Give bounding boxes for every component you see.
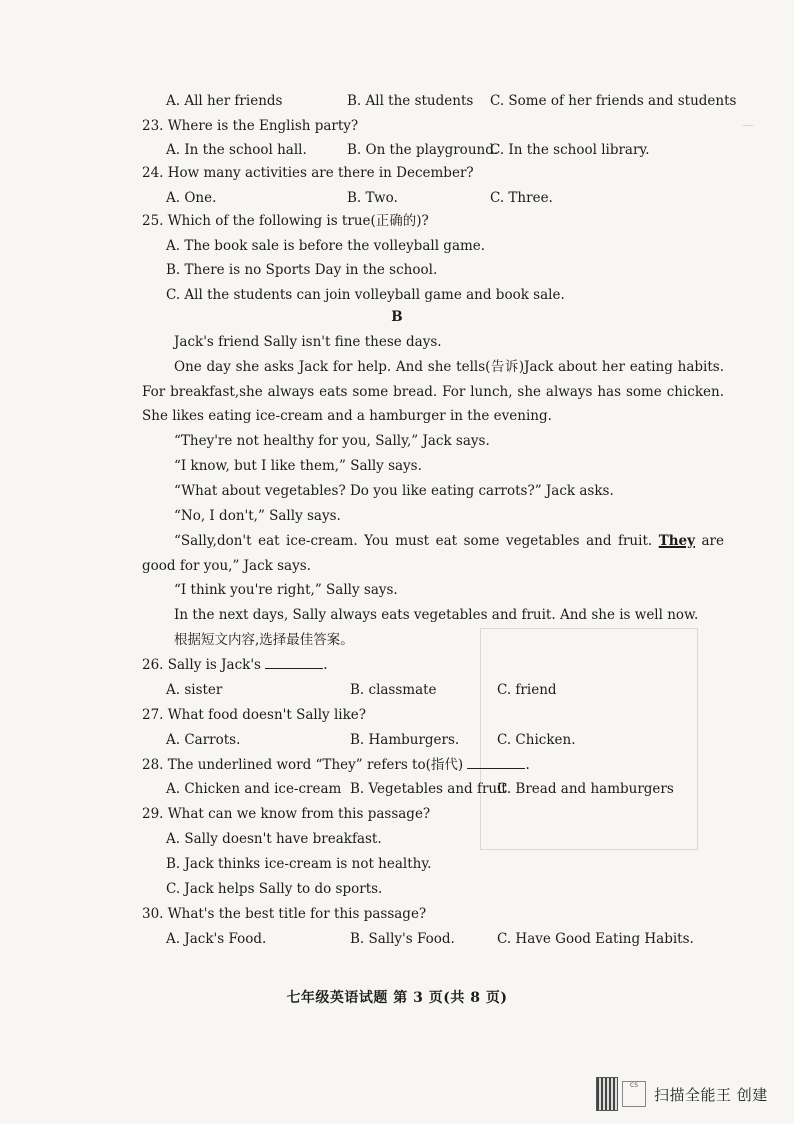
q29-option-a: A. Sally doesn't have breakfast. <box>166 831 382 847</box>
passage-text: “Sally,don't eat ice-cream. You must eat some vegetables and fruit. <box>174 533 659 549</box>
bleed-through-text: — <box>742 118 754 132</box>
instruction: 根据短文内容,选择最佳答案。 <box>174 632 354 648</box>
q30-option-a: A. Jack's Food. <box>166 931 267 947</box>
q28-stem: 28. The underlined word “They” refers to(指代) <box>142 757 464 773</box>
q26-option-a: A. sister <box>166 682 223 698</box>
passage-paragraph: “I think you're right,” Sally says. <box>174 582 398 598</box>
q30-option-b: B. Sally's Food. <box>350 931 455 947</box>
q25-option-a: A. The book sale is before the volleyball game. <box>166 238 486 254</box>
answer-blank <box>467 756 525 769</box>
passage-paragraph: In the next days, Sally always eats vegetables and fruit. And she is well now. <box>174 607 699 623</box>
q28-option-b: B. Vegetables and fruit <box>350 781 507 797</box>
scanner-watermark <box>596 1076 768 1112</box>
passage-paragraph: One day she asks Jack for help. And she tells(告诉)Jack about her eating habits. For breakfast,she always eats some bread. For lunch, she always has some chicken. She likes eating ice-cream and a hamburger in the evening. <box>142 359 724 425</box>
q24-option-b: B. Two. <box>347 190 398 206</box>
q30-option-c: C. Have Good Eating Habits. <box>497 931 694 947</box>
q22-option-b: B. All the students <box>347 93 474 109</box>
q27-option-b: B. Hamburgers. <box>350 732 460 748</box>
q28-stem-line: 28. The underlined word “They” refers to(指代) . <box>142 757 530 773</box>
q25-option-b: B. There is no Sports Day in the school. <box>166 262 438 278</box>
q29-stem: 29. What can we know from this passage? <box>142 806 431 822</box>
q30-stem: 30. What's the best title for this passage? <box>142 906 427 922</box>
q25-option-c: C. All the students can join volleyball game and book sale. <box>166 287 565 303</box>
scanner-label: 扫描全能王 创建 <box>654 1085 768 1104</box>
q23-option-a: A. In the school hall. <box>166 142 307 158</box>
q24-stem: 24. How many activities are there in December? <box>142 165 474 181</box>
q22-option-a: A. All her friends <box>166 93 283 109</box>
scanner-logo-icon: CS <box>622 1081 646 1107</box>
q27-option-c: C. Chicken. <box>497 732 576 748</box>
q27-stem: 27. What food doesn't Sally like? <box>142 707 366 723</box>
q25-stem: 25. Which of the following is true(正确的)? <box>142 213 429 229</box>
q23-stem: 23. Where is the English party? <box>142 118 359 134</box>
q26-option-c: C. friend <box>497 682 557 698</box>
q27-option-a: A. Carrots. <box>166 732 241 748</box>
passage-paragraph: “No, I don't,” Sally says. <box>174 508 341 524</box>
q26-option-b: B. classmate <box>350 682 437 698</box>
passage-paragraph: “They're not healthy for you, Sally,” Jack says. <box>174 433 490 449</box>
q29-option-c: C. Jack helps Sally to do sports. <box>166 881 383 897</box>
q28-option-a: A. Chicken and ice-cream <box>166 781 342 797</box>
q23-option-c: C. In the school library. <box>490 142 650 158</box>
passage-paragraph: Jack's friend Sally isn't fine these days. <box>174 334 442 350</box>
passage-paragraph: “I know, but I like them,” Sally says. <box>174 458 422 474</box>
passage-paragraph-they <box>142 529 724 578</box>
q23-option-b: B. On the playground. <box>347 142 499 158</box>
q24-option-c: C. Three. <box>490 190 553 206</box>
q29-option-b: B. Jack thinks ice-cream is not healthy. <box>166 856 432 872</box>
page-footer: 七年级英语试题 第 3 页(共 8 页) <box>286 990 508 1006</box>
underlined-word: They <box>658 533 695 549</box>
passage-paragraph: “What about vegetables? Do you like eating carrots?” Jack asks. <box>174 483 614 499</box>
passage-text: are good for you,” Jack says. <box>142 533 724 574</box>
qr-code-icon <box>596 1077 618 1111</box>
q26-stem-line: 26. Sally is Jack's . <box>142 657 328 673</box>
q28-option-c: C. Bread and hamburgers <box>497 781 674 797</box>
q24-option-a: A. One. <box>166 190 217 206</box>
section-b-heading: B <box>391 309 403 325</box>
answer-blank <box>265 656 323 669</box>
q22-option-c: C. Some of her friends and students <box>490 93 737 109</box>
q26-stem: 26. Sally is Jack's <box>142 657 261 673</box>
